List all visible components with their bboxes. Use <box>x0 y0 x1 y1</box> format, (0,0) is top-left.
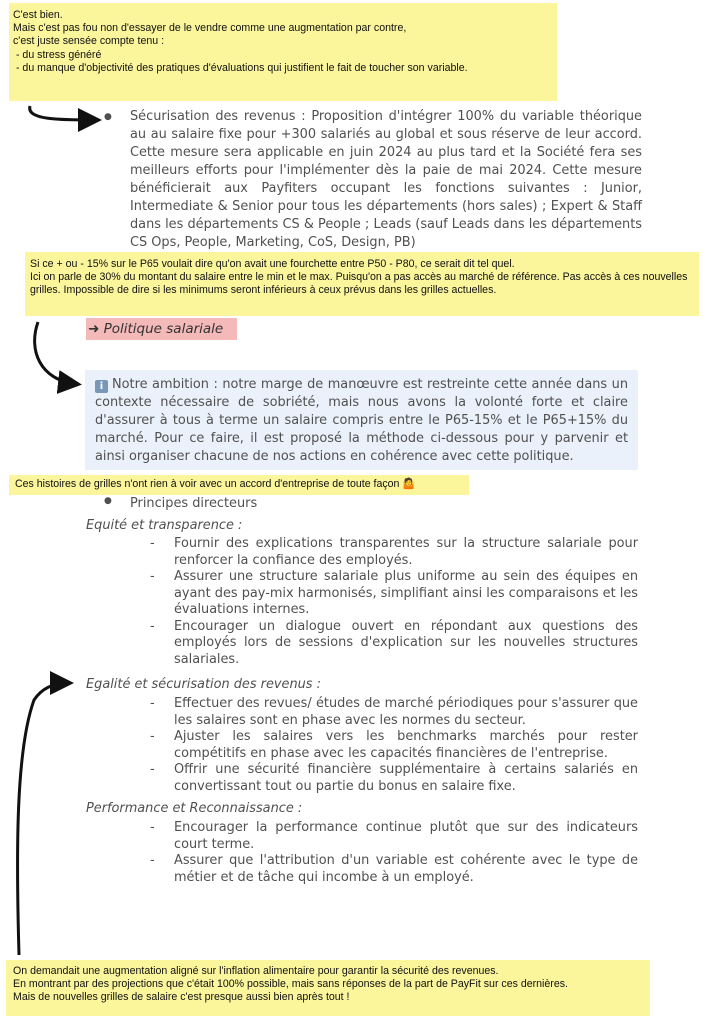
note-line: En montrant par des projections que c'était 100% possible, mais sans réponses de la part de PayFit sur ces dernières. <box>13 978 568 991</box>
list-item <box>150 729 638 762</box>
dash-icon: - <box>150 536 155 551</box>
dash-icon: - <box>150 853 155 868</box>
dash-icon: - <box>150 569 155 584</box>
list-item <box>150 696 638 729</box>
policy-heading: ➜ Politique salariale <box>86 318 237 340</box>
list-item-text: Offrir une sécurité financière supplémentaire à certains salariés en convertissant tout ou partie du bonus en salaire fixe. <box>174 762 638 794</box>
securisation-bullet <box>104 108 642 252</box>
annotation-note-agreement <box>9 475 469 495</box>
dash-icon: - <box>150 820 155 835</box>
info-icon: i <box>95 380 108 393</box>
bullet-dot-icon: ● <box>104 496 112 506</box>
principles-label: Principes directeurs <box>130 496 258 511</box>
list-item-text: Encourager la performance continue plutôt que sur des indicateurs court terme. <box>174 820 638 852</box>
list-item <box>150 853 638 886</box>
dash-icon: - <box>150 762 155 777</box>
bullet-dot-icon: ● <box>104 112 112 122</box>
note-line: C'est bien. <box>13 9 63 21</box>
list-item-text: Effectuer des revues/ études de marché périodiques pour s'assurer que les salaires sont en phase avec les normes du secteur. <box>174 696 638 728</box>
dash-icon: - <box>150 618 155 634</box>
section-title: Equité et transparence : <box>86 518 243 533</box>
note-line: Ici on parle de 30% du montant du salaire entre le min et le max. Puisqu'on a pas accès au marché de référence. Pas accès à ces nouvelles grilles. Impossible de dire si les minimums seront inférieurs à ceux prévus dans les grilles actuelles. <box>30 271 691 297</box>
securisation-text: Sécurisation des revenus : Proposition d'intégrer 100% du variable théorique au au salaire fixe pour +300 salariés au global et sous réserve de leur accord. Cette mesure sera applicable en juin 2024 au plus tard et la Société fera ses meilleurs efforts pour l'implémenter dès la paie de mai 2024. Cette mesure bénéficierait aux Payfiters occupant les fonctions suivantes : Junior, Intermediate & Senior pour tous les départements (hors sales) ; Expert & Staff dans les départements CS & People ; Leads (sauf Leads dans les départements CS Ops, People, Marketing, CoS, Design, PB) <box>130 109 642 250</box>
list-item-text: Encourager un dialogue ouvert en répondant aux questions des employés lors de sessions d'explication sur les nouvelles structures salariales. <box>174 618 638 667</box>
note-line: Mais de nouvelles grilles de salaire c'est presque aussi bien après tout ! <box>13 991 350 1004</box>
note-line: Ces histoires de grilles n'ont rien à voir avec un accord d'entreprise de toute façon 🤷 <box>15 478 416 490</box>
list-item-text: Assurer que l'attribution d'un variable est cohérente avec le type de métier et de tâche qui incombe à un employé. <box>174 853 638 885</box>
ambition-text: Notre ambition : notre marge de manœuvre est restreinte cette année dans un contexte nécessaire de sobriété, mais nous avons la volonté forte et claire d'assurer à tous à terme un salaire compris entre le P65-15% et le P65+15% du marché. Pour ce faire, il est proposé la méthode ci-dessous pour y parvenir et ainsi organiser chacune de nos actions en cohérence avec cette politique. <box>95 377 628 464</box>
list-item-text: Ajuster les salaires vers les benchmarks marchés pour rester compétitifs en phase avec les capacités financières de l'entreprise. <box>174 729 638 761</box>
arrow-to-egalite <box>18 683 68 955</box>
note-line: - du manque d'objectivité des pratiques d'évaluations qui justifient le fait de toucher son variable. <box>13 61 468 74</box>
list-item <box>150 820 638 853</box>
list-item-text: Assurer une structure salariale plus uniforme au sein des équipes en ayant des pay-mix harmonisés, simplifiant ainsi les comparaisons et les évaluations internes. <box>174 569 638 617</box>
section-items <box>150 820 638 886</box>
list-item <box>150 762 638 795</box>
note-line: - du stress généré <box>13 48 102 61</box>
list-item <box>150 569 638 619</box>
ambition-callout <box>85 370 638 470</box>
annotation-note-top <box>9 3 557 101</box>
arrow-to-securisation <box>30 106 96 120</box>
section-items <box>150 536 638 668</box>
dash-icon: - <box>150 696 155 711</box>
dash-icon: - <box>150 729 155 744</box>
list-item-text: Fournir des explications transparentes sur la structure salariale pour renforcer la confiance des employés. <box>174 536 638 568</box>
list-item <box>150 536 638 569</box>
note-line: On demandait une augmentation aligné sur l'inflation alimentaire pour garantir la sécurité des revenues. <box>13 965 499 977</box>
section-items <box>150 696 638 795</box>
note-line: Mais c'est pas fou non d'essayer de le vendre comme une augmentation par contre, <box>13 22 407 35</box>
note-line: c'est juste sensée compte tenu : <box>13 35 165 48</box>
section-title: Performance et Reconnaissance : <box>86 801 303 816</box>
list-item <box>150 619 638 669</box>
principles-bullet <box>104 496 258 511</box>
section-title: Egalité et sécurisation des revenus : <box>86 677 321 692</box>
arrow-to-ambition <box>35 322 76 384</box>
annotation-note-grid <box>25 252 699 316</box>
annotation-note-bottom <box>6 960 650 1016</box>
note-line: Si ce + ou - 15% sur le P65 voulait dire qu'on avait une fourchette entre P50 - P80, ce serait dit tel quel. <box>30 258 515 270</box>
